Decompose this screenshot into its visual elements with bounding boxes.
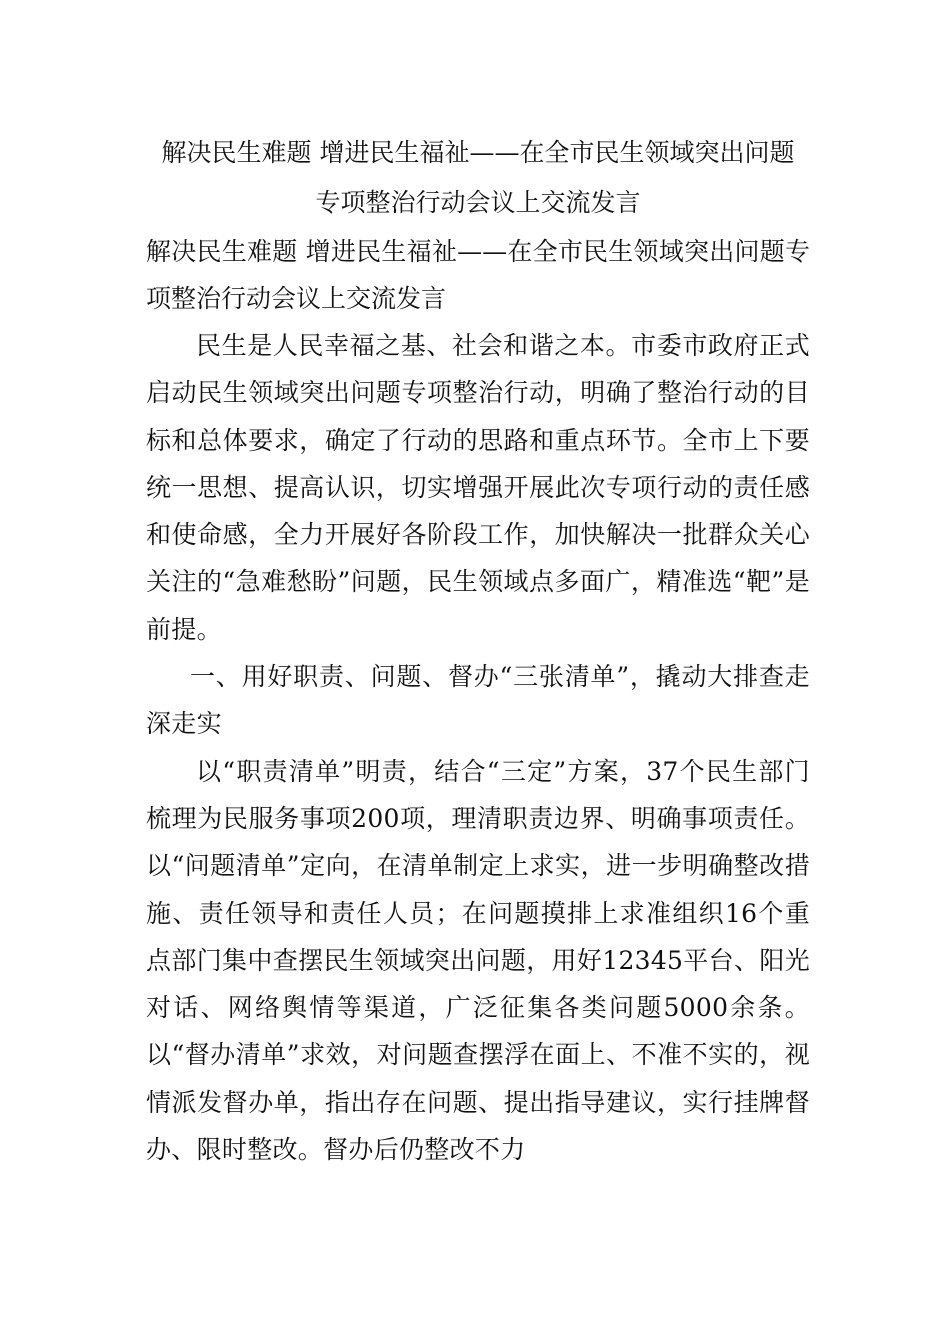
document-title-line-1: 解决民生难题 增进民生福祉——在全市民生领域突出问题 <box>161 138 795 167</box>
document-subtitle: 解决民生难题 增进民生福祉——在全市民生领域突出问题专项整治行动会议上交流发言 <box>146 237 810 313</box>
intro-paragraph: 民生是人民幸福之基、社会和谐之本。市委市政府正式启动民生领域突出问题专项整治行动，明确了整治行动的目标和总体要求，确定了行动的思路和重点环节。全市上下要统一思想、提高认识，切实增强开展此次专项行动的责任感和使命感，全力开展好各阶段工作，加快解决一批群众关心关注的“急难愁盼”问题，民生领域点多面广，精准选“靶”是前提。 <box>146 331 810 644</box>
section-heading: 一、用好职责、问题、督办“三张清单”，撬动大排查走深走实 <box>146 662 810 739</box>
document-content <box>146 128 810 1173</box>
document-title <box>146 128 810 228</box>
body-paragraph: 以“职责清单”明责，结合“三定”方案，37个民生部门梳理为民服务事项200项，理清职责边界、明确事项责任。以“问题清单”定向，在清单制定上求实，进一步明确整改措施、责任领导和责任人员；在问题摸排上求准组织16个重点部门集中查摆民生领域突出问题，用好12345平台、阳光对话、网络舆情等渠道，广泛征集各类问题5000余条。以“督办清单”求效，对问题查摆浮在面上、不准不实的，视情派发督办单，指出存在问题、提出指导建议，实行挂牌督办、限时整改。督办后仍整改不力 <box>146 756 810 1165</box>
document-title-line-2: 专项整治行动会议上交流发言 <box>315 188 641 217</box>
